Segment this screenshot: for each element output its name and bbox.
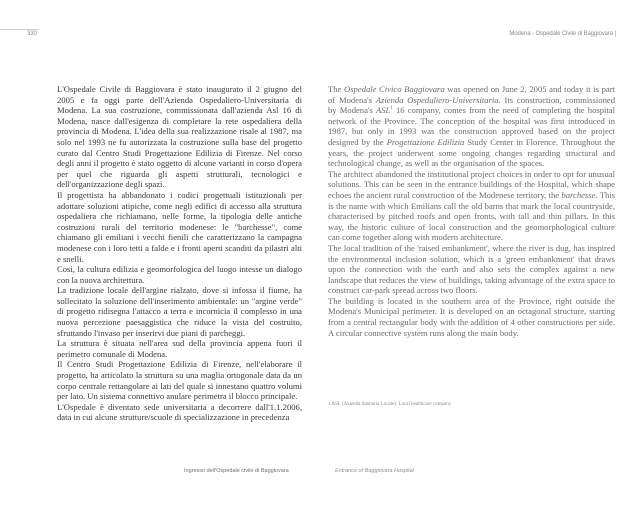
page-number: 330 bbox=[27, 31, 38, 37]
paragraph: La struttura è situata nell'area sud della provincia appena fuori il perimetro comunale di Modena. bbox=[57, 338, 302, 359]
paragraph: L'Ospedale Civile di Baggiovara è stato inaugurato il 2 giugno del 2005 e fa oggi parte dell'Azienda Ospedaliero-Universitaria di Modena. La sua costruzione, commissionata dall'azienda Asl 16 di Modena, nasce dall'esigenza di completare la rete ospedaliera della provincia di Modena. L'idea della sua realizzazione risale al 1987, ma solo nel 1993 ne fu autorizzata la costruzione sulla base del progetto curato dal Centro Studi Progettazione Edilizia di Firenze. Nel corso degli anni il progetto è stato oggetto di alcune varianti in corso d'opera per quel che riguarda gli aspetti strutturali, tecnologici e dell'organizzazione degli spazi. bbox=[57, 84, 302, 190]
paragraph: L'Ospedale è diventato sede universitaria a decorrere dall'1.1.2006, data in cui alcune strutture/scuole di specializzazione in precedenza bbox=[57, 401, 302, 423]
text-run: . Its construction, commissioned by Modena's bbox=[328, 94, 615, 116]
footnote-ref: 1 bbox=[390, 106, 393, 112]
italic-term: ASL bbox=[375, 105, 391, 116]
footnote: 1 ASL (Azienda Sanitaria Locale): Local healthcare company bbox=[328, 402, 452, 407]
text-run: . This is the name with which Emilians call the old barns that mark the local countryside, characterised by pitched roofs and open fronts, with tall and thin pillars. In this way, the historic culture of local construction and the geomorphological culture can come together along with modern architecture. bbox=[328, 189, 616, 243]
caption-italian: Ingresso dell'Ospedale civile di Baggiovara bbox=[184, 468, 289, 474]
italic-term: barchesse bbox=[561, 189, 596, 200]
italian-text-column bbox=[57, 84, 302, 423]
paragraph bbox=[328, 84, 615, 169]
caption-english: Entrance of Baggiovara Hospital bbox=[335, 468, 414, 474]
paragraph: Il progettista ha abbandonato i codici progettuali istituzionali per adottare soluzioni atipiche, come negli edifici di accesso alla struttura ospedaliera che richiamano, nelle forme, la tipologia delle antiche costruzioni rurali del territorio modenese: le "barchesse", come chiamano gli emiliani i vecchi fienili che caratterizzano la campagna modenese con i loro tetti a falde e i fronti aperti scanditi da pilastri alti e snelli. bbox=[57, 189, 302, 264]
paragraph: The building is located in the southern area of the Province, right outside the Modena's Municipal perimeter. It is developed on an octagonal structure, starting from a central rectangular body with the addition of 4 other constructions per side. A circular connective system runs along the main body. bbox=[328, 295, 615, 338]
italic-term: Azienda Ospedaliero-Universitaria bbox=[375, 94, 499, 105]
text-run: Study Center in Florence. Throughout the years, the project underwent some ongoing changes regarding structural and technological change, as well as the organisation of the spaces. bbox=[328, 136, 615, 169]
paragraph: The local tradition of the 'raised embankment', where the river is dug, has inspired the environmental inclusion solution, which is a 'green embankment' that draws upon the connection with the earth and also sets the complex against a new landscape that reduces the view of buildings, taking advantage of the extra space to construct car-park spread across two floors. bbox=[328, 242, 615, 296]
paragraph bbox=[328, 169, 615, 243]
running-head: Modena - Ospedale Civile di Baggiovara | bbox=[509, 31, 616, 37]
paragraph: Così, la cultura edilizia e geomorfologica del luogo intesse un dialogo con la nuova architettura. bbox=[57, 264, 302, 285]
header-rule bbox=[0, 29, 39, 30]
text-run: The architect abandoned the institutional project choices in order to opt for unusual solutions. This can be seen in the entrance buildings of the Hospital, which shape echoes the ancient rural construction of the Modenese territory, the bbox=[328, 168, 615, 200]
italic-term: Progettazione Edilizia bbox=[386, 136, 465, 147]
paragraph: Il Centro Studi Progettazione Edilizia di Firenze, nell'elaborare il progetto, ha articolato la struttura su una maglia ortogonale data da un corpo centrale rettangolare ai lati del quale si innestano quattro volumi per lato. Un sistema connettivo anulare perimetra il blocco principale. bbox=[57, 359, 302, 402]
italic-term: Ospedale Civico Baggiovara bbox=[343, 84, 445, 94]
paragraph: La tradizione locale dell'argine rialzato, dove si infossa il fiume, ha sollecitato la soluzione dell'inserimento ambientale: un "argine verde" di progetto ridisegna l'attacco a terra e incornicia il complesso in una nuova percezione paesaggistica che riduce la vista del costruito, sfruttando l'invaso per inserirvi due piani di parcheggi. bbox=[57, 285, 302, 338]
text-run: The bbox=[328, 84, 344, 94]
english-text-column bbox=[328, 84, 615, 338]
text-run: was opened on June 2, 2005 and today it is part of Modena's bbox=[328, 84, 615, 105]
text-run: 16 company, comes from the need of completing the hospital network of the Province. The conception of the hospital was first introduced in 1987, but only in 1993 was the construction approved based on the project designed by the bbox=[328, 105, 615, 147]
